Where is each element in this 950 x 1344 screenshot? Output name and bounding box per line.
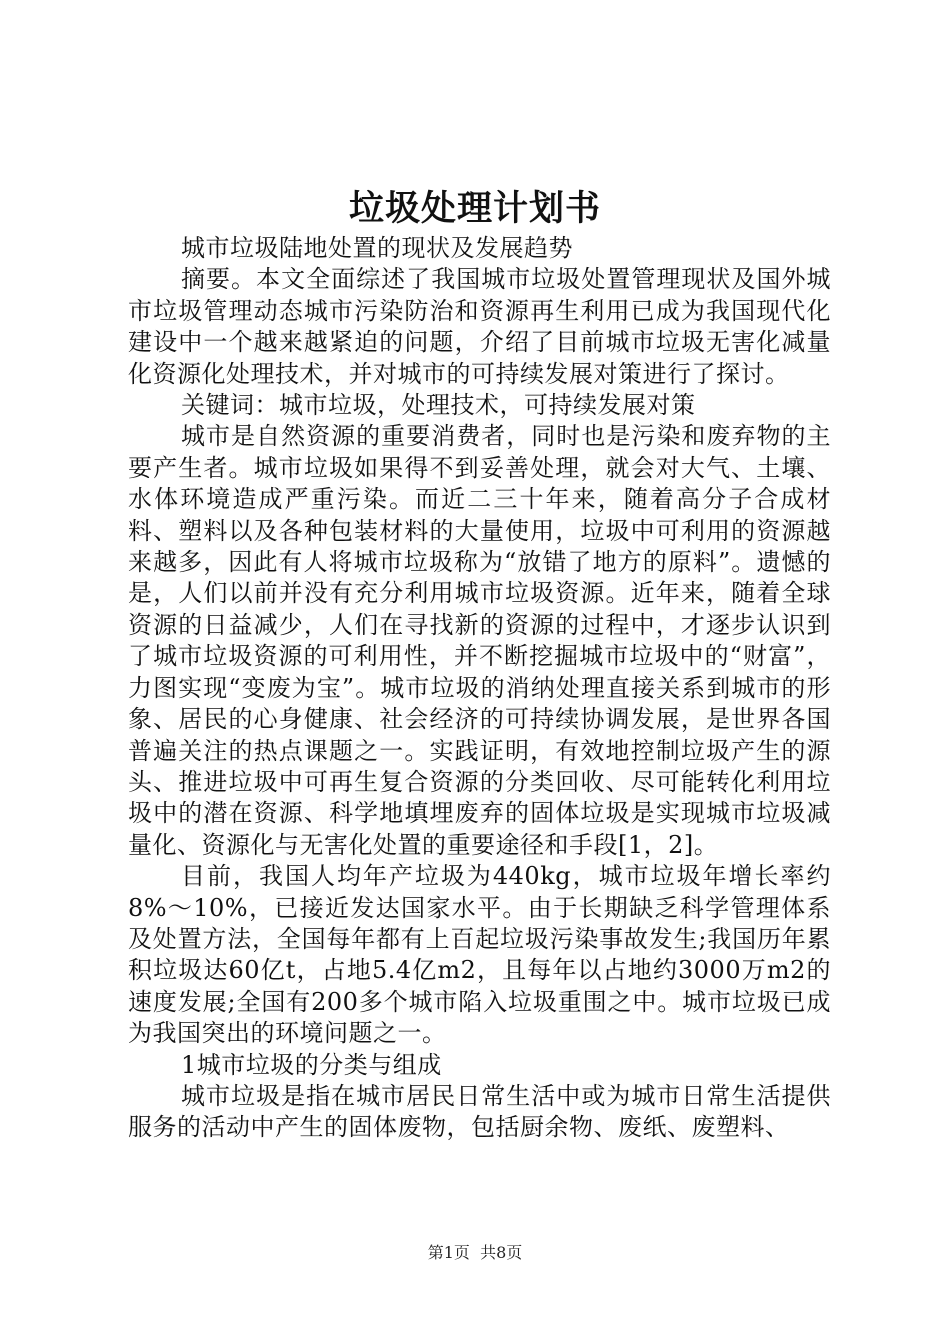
paragraph-abstract: 摘要。本文全面综述了我国城市垃圾处置管理现状及国外城市垃圾管理动态城市污染防治和资源再生利用已成为我国现代化建设中一个越来越紧迫的问题，介绍了目前城市垃圾无害化减量化资源化处理技术，并对城市的可持续发展对策进行了探讨。 — [128, 265, 831, 388]
document-body — [128, 233, 831, 1144]
section-heading: 1城市垃圾的分类与组成 — [181, 1050, 442, 1079]
paragraph-keywords: 关键词：城市垃圾，处理技术，可持续发展对策 — [181, 391, 696, 420]
paragraph-definition: 城市垃圾是指在城市居民日常生活中或为城市日常生活提供服务的活动中产生的固体废物，包括厨余物、废纸、废塑料、 — [128, 1081, 831, 1142]
page-footer — [0, 1243, 950, 1263]
paragraph-introduction: 城市是自然资源的重要消费者，同时也是污染和废弃物的主要产生者。城市垃圾如果得不到妥善处理，就会对大气、土壤、水体环境造成严重污染。而近二三十年来，随着高分子合成材料、塑料以及各种包装材料的大量使用，垃圾中可利用的资源越来越多，因此有人将城市垃圾称为“放错了地方的原料”。遗憾的是，人们以前并没有充分利用城市垃圾资源。近年来，随着全球资源的日益减少，人们在寻找新的资源的过程中，才逐步认识到了城市垃圾资源的可利用性，并不断挖掘城市垃圾中的“财富”，力图实现“变废为宝”。城市垃圾的消纳处理直接关系到城市的形象、居民的心身健康、社会经济的可持续协调发展，是世界各国普遍关注的热点课题之一。实践证明，有效地控制垃圾产生的源头、推进垃圾中可再生复合资源的分类回收、尽可能转化利用垃圾中的潜在资源、科学地填埋废弃的固体垃圾是实现城市垃圾减量化、资源化与无害化处置的重要途径和手段[1，2]。 — [128, 422, 831, 859]
paragraph-subtitle: 城市垃圾陆地处置的现状及发展趋势 — [181, 234, 573, 262]
document-title: 垃圾处理计划书 — [348, 188, 601, 229]
page-number: 第1页 共8页 — [427, 1243, 523, 1262]
paragraph-statistics: 目前，我国人均年产垃圾为440kg，城市垃圾年增长率约8%～10%，已接近发达国家水平。由于长期缺乏科学管理体系及处置方法，全国每年都有上百起垃圾污染事故发生;我国历年累积垃圾达60亿t，占地5.4亿m2，且每年以占地约3000万m2的速度发展;全国有200多个城市陷入垃圾重围之中。城市垃圾已成为我国突出的环境问题之一。 — [128, 862, 831, 1048]
